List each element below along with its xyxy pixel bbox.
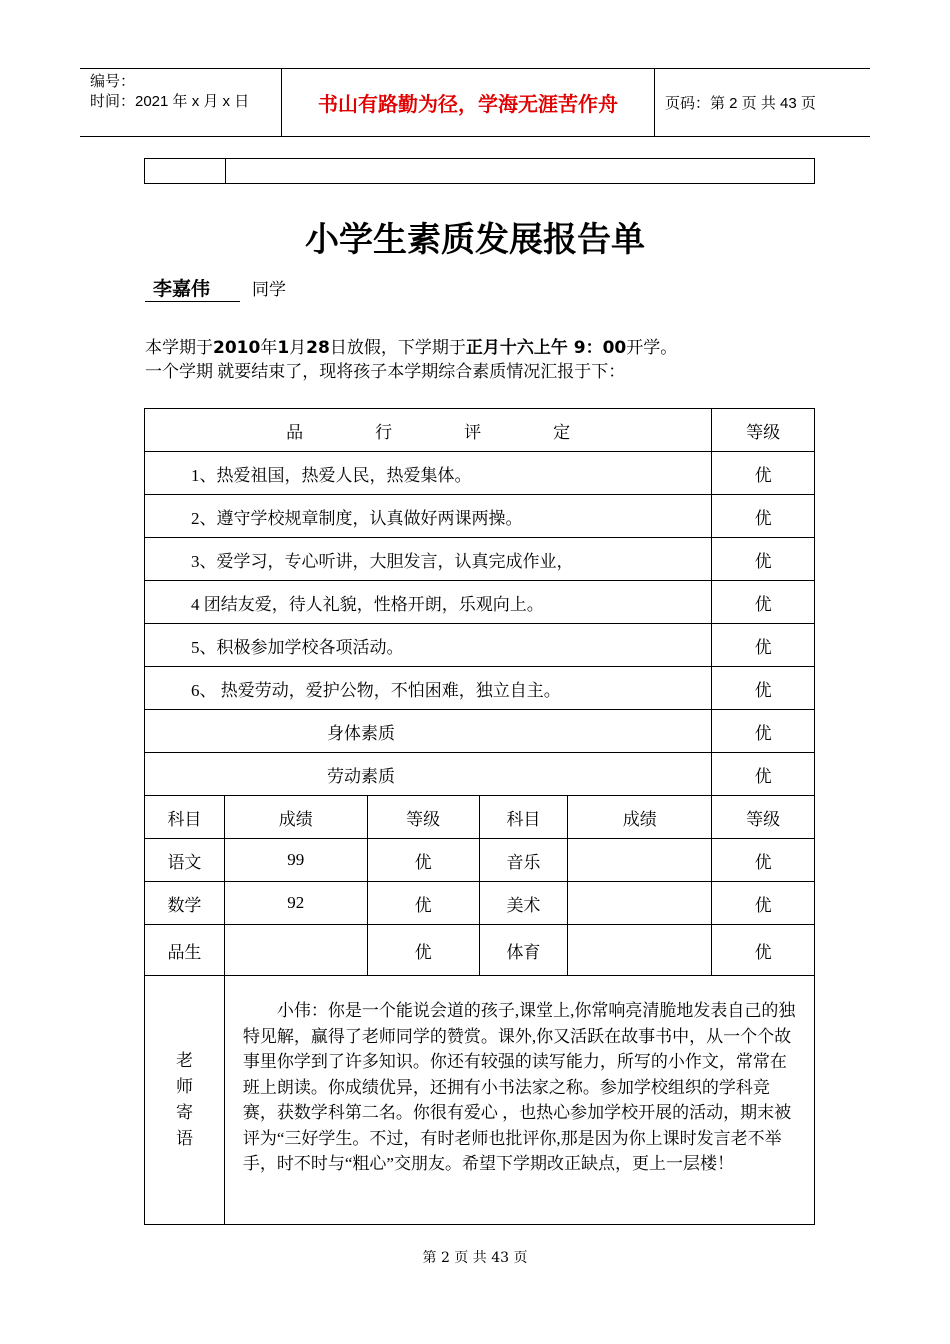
conduct-header: 品 行 评 定 bbox=[145, 409, 712, 452]
subjects-header-row bbox=[145, 796, 815, 839]
grade-cell: 优 bbox=[712, 925, 815, 976]
physical-label: 身体素质 bbox=[145, 710, 712, 753]
conduct-grade: 优 bbox=[712, 667, 815, 710]
physical-row bbox=[145, 710, 815, 753]
score-header: 成绩 bbox=[568, 796, 712, 839]
physical-grade: 优 bbox=[712, 710, 815, 753]
grade-cell: 优 bbox=[712, 882, 815, 925]
header-meta bbox=[80, 69, 282, 136]
score-cell: 99 bbox=[224, 839, 367, 882]
labor-label: 劳动素质 bbox=[145, 753, 712, 796]
conduct-grade: 优 bbox=[712, 452, 815, 495]
teacher-comment-row bbox=[145, 976, 815, 1225]
conduct-item: 2、遵守学校规章制度，认真做好两课两操。 bbox=[145, 495, 712, 538]
score-cell bbox=[224, 925, 367, 976]
student-name: 李嘉伟 bbox=[145, 274, 240, 302]
subject-cell: 音乐 bbox=[479, 839, 568, 882]
grade-cell: 优 bbox=[367, 882, 479, 925]
subject-cell: 美术 bbox=[479, 882, 568, 925]
conduct-item: 4 团结友爱，待人礼貌，性格开朗，乐观向上。 bbox=[145, 581, 712, 624]
score-cell bbox=[568, 882, 712, 925]
table-row bbox=[145, 581, 815, 624]
table-row bbox=[145, 925, 815, 976]
student-line bbox=[145, 274, 286, 302]
conduct-item: 3、爱学习，专心听讲，大胆发言，认真完成作业， bbox=[145, 538, 712, 581]
grade-cell: 优 bbox=[712, 839, 815, 882]
subject-cell: 体育 bbox=[479, 925, 568, 976]
student-suffix: 同学 bbox=[252, 280, 287, 299]
conduct-grade: 优 bbox=[712, 538, 815, 581]
page-title: 小学生素质发展报告单 bbox=[305, 220, 645, 260]
subject-header: 科目 bbox=[145, 796, 225, 839]
subject-cell: 语文 bbox=[145, 839, 225, 882]
grade-cell: 优 bbox=[367, 925, 479, 976]
grade-header: 等级 bbox=[712, 409, 815, 452]
intro-line-2: 一个学期 就要结束了，现将孩子本学期综合素质情况汇报于下： bbox=[145, 362, 626, 381]
grade-cell: 优 bbox=[367, 839, 479, 882]
score-cell: 92 bbox=[224, 882, 367, 925]
conduct-item: 6、 热爱劳动，爱护公物，不怕困难，独立自主。 bbox=[145, 667, 712, 710]
conduct-item: 1、热爱祖国，热爱人民，热爱集体。 bbox=[145, 452, 712, 495]
labor-grade: 优 bbox=[712, 753, 815, 796]
subject-cell: 品生 bbox=[145, 925, 225, 976]
header-page-info: 页码：第 2 页 共 43 页 bbox=[665, 95, 816, 112]
page-header bbox=[80, 68, 870, 137]
conduct-grade: 优 bbox=[712, 495, 815, 538]
intro-text bbox=[145, 336, 677, 384]
teacher-comment-label: 老 师 寄 语 bbox=[145, 976, 225, 1225]
teacher-comment: 小伟：你是一个能说会道的孩子,课堂上,你常响亮清脆地发表自己的独特见解，赢得了老师同学的赞赏。课外,你又活跃在故事书中，从一个个故事里你学到了许多知识。你还有较强的读写能力，所写的小作文，常常在班上朗读。你成绩优异，还拥有小书法家之称。参加学校组织的学科竞赛，获数学科第二名。你很有爱心 ，也热心参加学校开展的活动，期末被评为“三好学生。不过，有时老师也批评你,那是因为你上课时发言老不举手，时不时与“粗心”交朋友。希望下学期改正缺点，更上一层楼！ bbox=[224, 976, 814, 1225]
table-row bbox=[145, 667, 815, 710]
score-cell bbox=[568, 839, 712, 882]
table-row bbox=[145, 495, 815, 538]
conduct-item: 5、积极参加学校各项活动。 bbox=[145, 624, 712, 667]
header-motto: 书山有路勤为径，学海无涯苦作舟 bbox=[282, 69, 655, 136]
labor-row bbox=[145, 753, 815, 796]
table-row bbox=[145, 839, 815, 882]
date-label: 时间：2021 年 x 月 x 日 bbox=[90, 93, 250, 110]
intro-line-1: 本学期于2010年1月28日放假，下学期于正月十六上午 9：00开学。 bbox=[145, 338, 678, 358]
subject-header: 科目 bbox=[479, 796, 568, 839]
conduct-grade: 优 bbox=[712, 581, 815, 624]
score-header: 成绩 bbox=[224, 796, 367, 839]
grade-header: 等级 bbox=[712, 796, 815, 839]
table-row bbox=[145, 624, 815, 667]
table-row bbox=[145, 452, 815, 495]
score-cell bbox=[568, 925, 712, 976]
conduct-grade: 优 bbox=[712, 624, 815, 667]
page-footer: 第 2 页 共 43 页 bbox=[422, 1250, 528, 1266]
table-row bbox=[145, 882, 815, 925]
grade-header: 等级 bbox=[367, 796, 479, 839]
empty-top-row bbox=[144, 158, 815, 184]
number-label: 编号： bbox=[90, 73, 136, 90]
report-table bbox=[144, 408, 815, 1225]
table-row bbox=[145, 538, 815, 581]
subject-cell: 数学 bbox=[145, 882, 225, 925]
conduct-header-row bbox=[145, 409, 815, 452]
